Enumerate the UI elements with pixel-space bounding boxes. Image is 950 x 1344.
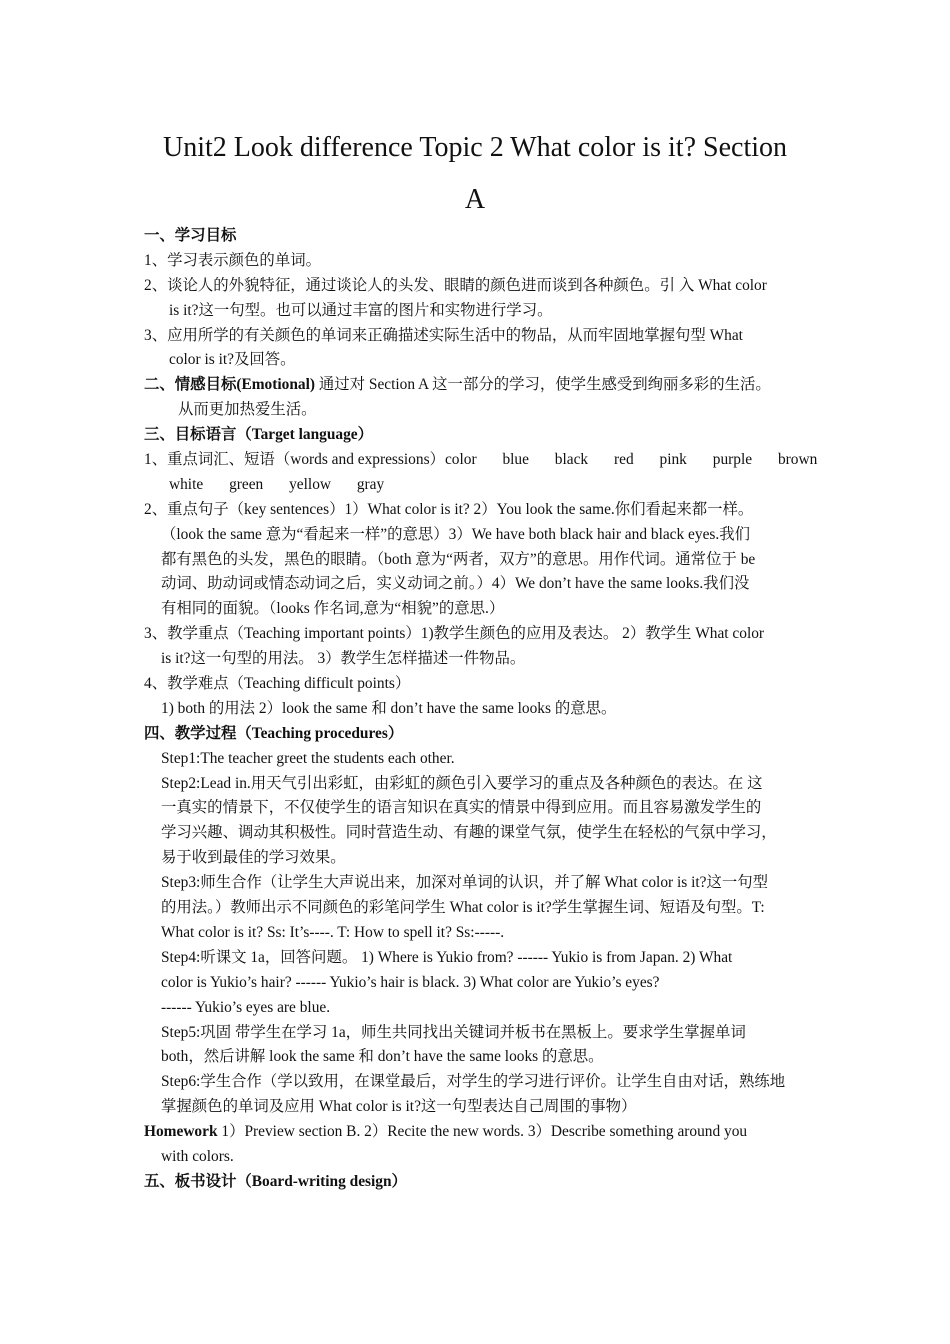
step-3-cont-1: 的用法。）教师出示不同颜色的彩笔问学生 What color is it?学生掌握生词、短语及句型。T: — [161, 899, 765, 917]
step-2-cont-1: 一真实的情景下，不仅使学生的语言知识在真实的情景中得到应用。而且容易激发学生的 — [161, 799, 762, 817]
step-6: Step6:学生合作（学以致用，在课堂最后，对学生的学习进行评价。让学生自由对话，熟练地 — [161, 1073, 786, 1091]
emotional-text-cont: 从而更加热爱生活。 — [178, 401, 317, 419]
vocab-words-1 — [445, 448, 817, 473]
vocab-line-1 — [144, 448, 818, 473]
vocab-word: blue — [502, 451, 529, 469]
step-5-cont: both，然后讲解 look the same 和 don’t have the same looks 的意思。 — [161, 1048, 604, 1066]
step-1: Step1:The teacher greet the students each other. — [161, 749, 455, 767]
vocab-word: pink — [659, 451, 687, 469]
vocab-word: purple — [712, 451, 753, 469]
step-5: Step5:巩固 带学生在学习 1a，师生共同找出关键词并板书在黑板上。要求学生掌握单词 — [161, 1023, 746, 1041]
section-heading-board-design: 五、板书设计（Board-writing design） — [144, 1172, 407, 1190]
vocab-word: brown — [777, 451, 818, 469]
step-2-cont-2: 学习兴趣、调动其积极性。同时营造生动、有趣的课堂气氛，使学生在轻松的气氛中学习， — [161, 824, 777, 842]
vocab-word: red — [614, 451, 634, 469]
step-3: Step3:师生合作（让学生大声说出来，加深对单词的认识，并了解 What color is it?这一句型 — [161, 874, 769, 892]
step-4-cont-2: ------ Yukio’s eyes are blue. — [161, 998, 331, 1016]
step-4-cont-1: color is Yukio’s hair? ------ Yukio’s hair is black. 3) What color are Yukio’s eyes? — [161, 973, 660, 991]
key-sentences-cont-3: 动词、助动词或情态动词之后，实义动词之前。）4）We don’t have the same looks.我们没 — [161, 575, 750, 593]
document-title-line1: Unit2 Look difference Topic 2 What color is it? Section — [163, 132, 787, 163]
homework-text-cont: with colors. — [161, 1147, 234, 1165]
section-heading-procedures: 四、教学过程（Teaching procedures） — [144, 724, 404, 742]
teaching-difficult-points: 4、教学难点（Teaching difficult points） — [144, 675, 411, 693]
section-heading-target-language: 三、目标语言（Target language） — [144, 426, 374, 444]
document-body — [144, 224, 818, 1195]
section-heading-learning-goals: 一、学习目标 — [144, 227, 237, 244]
teaching-important-points-cont: is it?这一句型的用法。 3）教学生怎样描述一件物品。 — [161, 650, 526, 668]
homework-label: Homework — [144, 1123, 218, 1141]
goal-item-3: 3、应用所学的有关颜色的单词来正确描述实际生活中的物品，从而牢固地掌握句型 What — [144, 326, 743, 344]
vocab-word: gray — [356, 475, 385, 493]
emotional-goal — [144, 373, 814, 398]
document-title-line2: A — [464, 184, 486, 215]
step-4: Step4:听课文 1a，回答问题。 1) Where is Yukio from? ------ Yukio is from Japan. 2) What — [161, 948, 733, 966]
vocab-word: green — [229, 475, 264, 493]
key-sentences: 2、重点句子（key sentences）1）What color is it? 2）You look the same.你们看起来都一样。 — [144, 500, 754, 518]
emotional-text: 通过对 Section A 这一部分的学习，使学生感受到绚丽多彩的生活。 — [315, 376, 771, 394]
key-sentences-cont-1: （look the same 意为“看起来一样”的意思）3）We have both black hair and black eyes.我们 — [161, 525, 751, 543]
vocab-word: white — [169, 475, 204, 493]
homework — [144, 1120, 814, 1145]
goal-item-2: 2、谈论人的外貌特征，通过谈论人的头发、眼睛的颜色进而谈到各种颜色。引 入 What color — [144, 276, 767, 294]
goal-item-3-cont: color is it?及回答。 — [169, 351, 296, 369]
vocab-word: yellow — [289, 475, 331, 493]
vocab-word: black — [554, 451, 589, 469]
key-sentences-cont-2: 都有黑色的头发，黑色的眼睛。（both 意为“两者，双方”的意思。用作代词。通常位于 be — [161, 550, 756, 568]
homework-text: 1）Preview section B. 2）Recite the new words. 3）Describe something around you — [217, 1123, 748, 1141]
teaching-difficult-points-cont: 1) both 的用法 2）look the same 和 don’t have the same looks 的意思。 — [161, 699, 617, 717]
vocab-word: color — [444, 451, 477, 469]
step-6-cont: 掌握颜色的单词及应用 What color is it?这一句型表达自己周围的事物） — [161, 1098, 637, 1116]
vocab-label: 1、重点词汇、短语（words and expressions） — [144, 451, 445, 469]
goal-item-2-cont: is it?这一句型。也可以通过丰富的图片和实物进行学习。 — [169, 301, 553, 319]
step-2-cont-3: 易于收到最佳的学习效果。 — [161, 849, 346, 867]
vocab-words-2 — [144, 473, 814, 498]
teaching-important-points: 3、教学重点（Teaching important points）1)教学生颜色的应用及表达。 2）教学生 What color — [144, 625, 765, 643]
key-sentences-cont-4: 有相同的面貌。（looks 作名词,意为“相貌”的意思.） — [161, 600, 505, 618]
step-2: Step2:Lead in.用天气引出彩虹，由彩虹的颜色引入要学习的重点及各种颜色的表达。在 这 — [161, 774, 763, 792]
step-3-cont-2: What color is it? Ss: It’s----. T: How to spell it? Ss:-----. — [161, 923, 505, 941]
goal-item-1: 1、学习表示颜色的单词。 — [144, 251, 321, 269]
section-heading-emotional: 二、情感目标(Emotional) — [144, 376, 316, 394]
